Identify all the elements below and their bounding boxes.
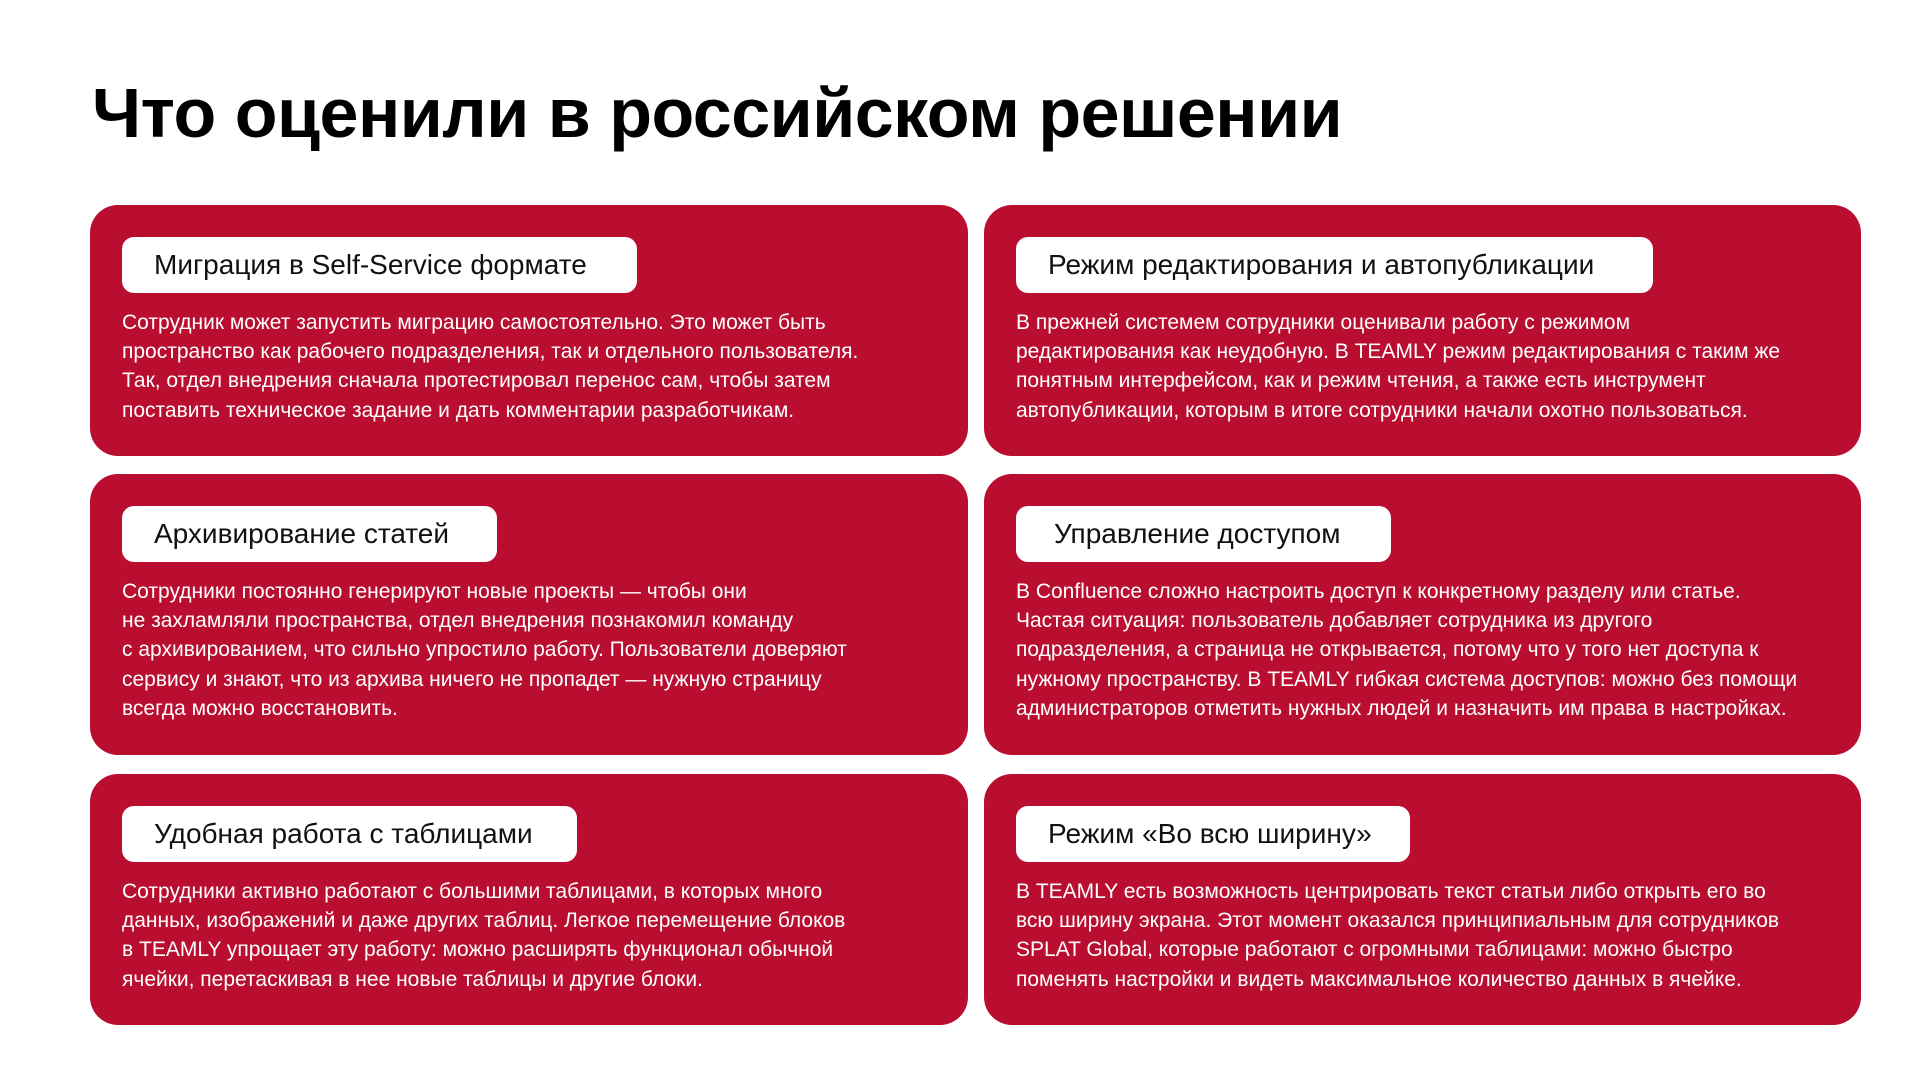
card-tables-work [90, 774, 968, 1025]
card-description: Сотрудник может запустить миграцию самостоятельно. Это может быть пространство как рабочего подразделения, так и отдельного пользователя. Так, отдел внедрения сначала протестировал перенос сам, чтобы затем поставить техническое задание и дать комментарии разработчикам. [122, 311, 859, 422]
card-access-management [984, 474, 1861, 755]
card-label: Удобная работа с таблицами [122, 806, 577, 862]
card-label: Режим редактирования и автопубликации [1016, 237, 1653, 293]
card-description: В Confluence сложно настроить доступ к конкретному разделу или статье. Частая ситуация: пользователь добавляет сотрудника из другого подразделения, а страница не открывается, потому что у того нет доступа к нужному пространству. В TEAMLY гибкая система доступов: можно без помощи администраторов отметить нужных людей и назначить им права в настройках. [1016, 580, 1798, 720]
card-article-archiving [90, 474, 968, 755]
card-description: В прежней системем сотрудники оценивали работу с режимом редактирования как неудобную. В TEAMLY режим редактирования с таким же понятным интерфейсом, как и режим чтения, а также есть инструмент автопубликации, которым в итоге сотрудники начали охотно пользоваться. [1016, 311, 1781, 422]
card-description: Сотрудники активно работают с большими таблицами, в которых много данных, изображений и даже других таблиц. Легкое перемещение блоков в TEAMLY упрощает эту работу: можно расширять функционал обычной ячейки, перетаскивая в нее новые таблицы и другие блоки. [122, 880, 846, 991]
card-label: Архивирование статей [122, 506, 497, 562]
card-full-width-mode [984, 774, 1861, 1025]
card-edit-mode-autopublish [984, 205, 1861, 456]
card-self-service-migration [90, 205, 968, 456]
card-label: Режим «Во всю ширину» [1016, 806, 1410, 862]
card-label: Миграция в Self-Service формате [122, 237, 637, 293]
card-label: Управление доступом [1016, 506, 1391, 562]
card-description: Сотрудники постоянно генерируют новые проекты — чтобы они не захламляли пространства, отдел внедрения познакомил команду с архивированием, что сильно упростило работу. Пользователи доверяют сервису и знают, что из архива ничего не пропадет — нужную страницу всегда можно восстановить. [122, 580, 847, 720]
page-title: Что оценили в российском решении [92, 74, 1343, 152]
card-description: В TEAMLY есть возможность центрировать текст статьи либо открыть его во всю ширину экрана. Этот момент оказался принципиальным для сотрудников SPLAT Global, которые работают с огромными таблицами: можно быстро поменять настройки и видеть максимальное количество данных в ячейке. [1016, 880, 1780, 991]
